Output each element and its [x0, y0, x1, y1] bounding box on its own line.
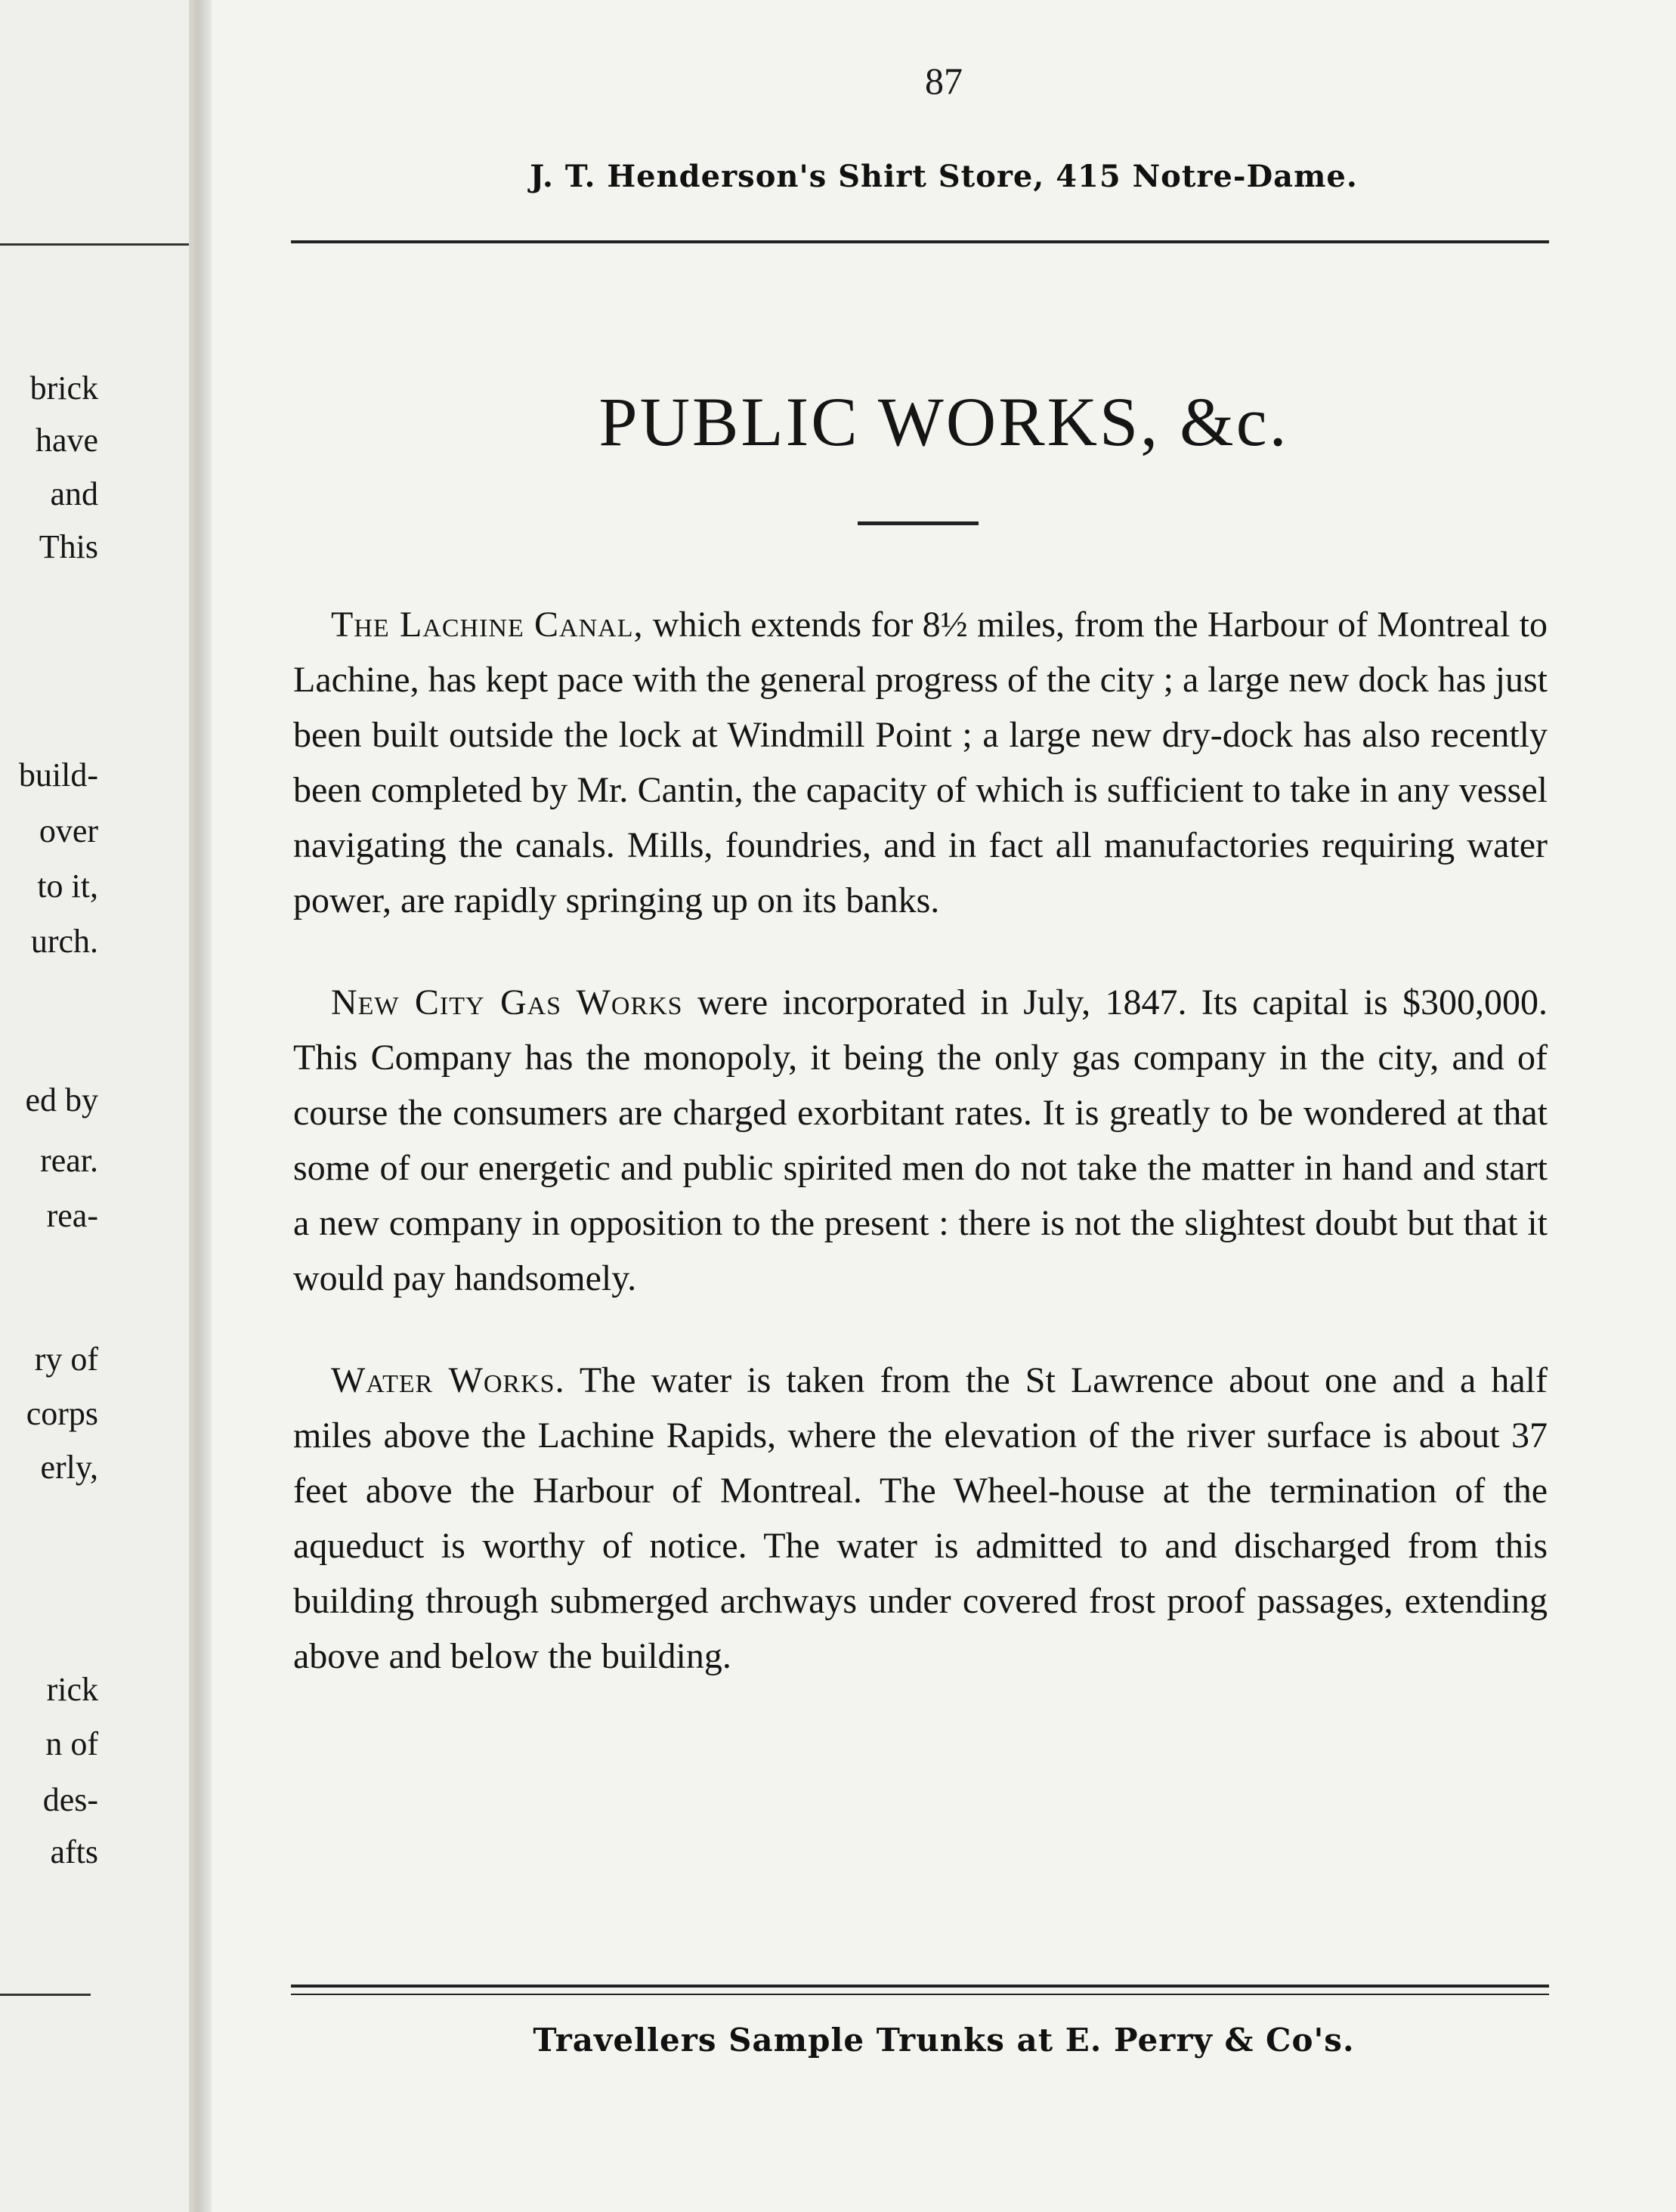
text-fragment: rea-: [46, 1197, 98, 1234]
header-rule: [291, 240, 1549, 243]
paragraph-lead: Water Works.: [331, 1360, 565, 1400]
book-gutter: [189, 0, 212, 2212]
title-underline: [858, 521, 979, 525]
paragraph-text: were incorporated in July, 1847. Its capital is $300,000. This Company has the monopoly, it being the only gas company in the city, and of course the consumers are charged exorbitant rates. It is greatly to be wondered at that some of our energetic and public spirited men do not take the matter in hand and start a new company in opposition to the present : there is not the slightest doubt but that it would pay handsomely.: [293, 982, 1548, 1298]
text-fragment: over: [39, 812, 98, 849]
text-fragment: rear.: [40, 1142, 98, 1179]
text-fragment: urch.: [30, 923, 98, 960]
section-title: PUBLIC WORKS, &c.: [598, 383, 1289, 460]
footer-rule: [291, 1985, 1549, 1988]
text-fragment: and: [50, 475, 98, 512]
article-body: [293, 597, 1548, 1731]
text-fragment: This: [39, 528, 98, 565]
text-fragment: ed by: [25, 1081, 98, 1118]
text-fragment: afts: [50, 1833, 98, 1870]
paragraph-text: which extends for 8½ miles, from the Harbour of Montreal to Lachine, has kept pace with the general progress of the city ; a large new dock has just been built outside the lock at Windmill Point ; a large new dry-dock has also recently been completed by Mr. Cantin, the capacity of which is sufficient to take in any vessel navigating the canals. Mills, foundries, and in fact all manufactories requiring water power, are rapidly springing up on its banks.: [293, 605, 1548, 920]
text-fragment: ry of: [34, 1341, 98, 1378]
header-advertisement: J. T. Henderson's Shirt Store, 415 Notre-Dame.: [530, 159, 1358, 194]
text-fragment: erly,: [40, 1449, 98, 1486]
paragraph-water-works: [293, 1353, 1548, 1684]
previous-page-edge: [0, 0, 189, 2212]
paragraph-lead: The Lachine Canal,: [331, 605, 644, 645]
book-page: [212, 0, 1676, 2212]
previous-page-footer-rule: [0, 1994, 91, 1996]
paragraph-lachine-canal: [293, 597, 1548, 928]
text-fragment: build-: [18, 756, 98, 794]
paragraph-lead: New City Gas Works: [331, 982, 683, 1022]
text-fragment: rick: [46, 1671, 98, 1708]
text-fragment: n of: [45, 1725, 98, 1762]
text-fragment: to it,: [37, 868, 98, 905]
page-number: 87: [925, 60, 963, 102]
previous-page-header-rule: [0, 243, 189, 246]
text-fragment: brick: [29, 370, 98, 407]
text-fragment: have: [35, 422, 98, 459]
paragraph-gas-works: [293, 975, 1548, 1306]
text-fragment: des-: [42, 1781, 98, 1818]
footer-advertisement: Travellers Sample Trunks at E. Perry & Co's.: [533, 2022, 1355, 2059]
paragraph-text: The water is taken from the St Lawrence about one and a half miles above the Lachine Rapids, where the elevation of the river surface is about 37 feet above the Harbour of Montreal. The Wheel-house at the termination of the aqueduct is worthy of notice. The water is admitted to and discharged from this building through submerged archways under covered frost proof passages, extending above and below the building.: [293, 1360, 1548, 1676]
footer-rule-thin: [291, 1994, 1549, 1995]
text-fragment: corps: [26, 1395, 98, 1432]
